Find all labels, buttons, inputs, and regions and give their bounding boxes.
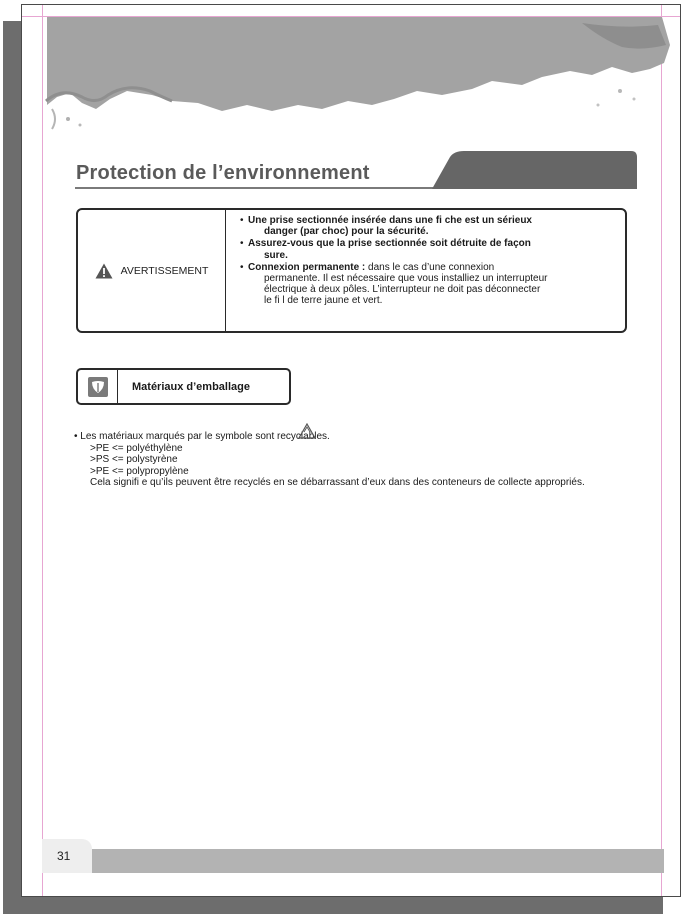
- warning-list: [226, 210, 625, 331]
- recycling-intro: • Les matériaux marqués par le symbole sont recyclables.: [74, 431, 330, 442]
- warning-item-text: sure.: [264, 249, 288, 261]
- warning-item-text: permanente. Il est nécessaire que vous installiez un interrupteur: [264, 273, 548, 285]
- title-tab-decoration: [432, 151, 637, 189]
- warning-item: [240, 238, 617, 260]
- warning-triangle-icon: [95, 263, 113, 279]
- material-pp: >PE <= polypropylène: [90, 465, 189, 477]
- warning-item-text: électrique à deux pôles. L’interrupteur ne doit pas déconnecter: [264, 284, 541, 296]
- warning-label-cell: [78, 210, 226, 331]
- warning-item-text: dans le cas d’une connexion: [365, 261, 495, 273]
- warning-item-text: danger (par choc) pour la sécurité.: [264, 226, 429, 238]
- warning-item-text: • Une prise sectionnée insérée dans une fi che est un sérieux: [248, 215, 532, 226]
- footer-bar: [42, 849, 664, 873]
- leaf-icon: [88, 377, 108, 397]
- warning-item-text: • Assurez-vous que la prise sectionnée soit détruite de façon: [248, 238, 531, 250]
- recycling-note: Cela signifi e qu’ils peuvent être recyclés en se débarrassant d’eux dans des conteneurs de collecte appropriés.: [90, 477, 585, 489]
- section-header-box: [76, 368, 291, 405]
- section-icon-cell: [78, 370, 118, 403]
- material-ps: >PS <= polystyrène: [90, 454, 178, 466]
- body-text: [74, 431, 664, 489]
- material-pe: >PE <= polyéthylène: [90, 442, 183, 454]
- section-title: Matériaux d’emballage: [132, 380, 250, 393]
- recycle-symbol-icon: [297, 423, 317, 439]
- warning-item: [240, 215, 617, 237]
- warning-item-text: le fi l de terre jaune et vert.: [264, 295, 383, 307]
- manual-page: [21, 4, 681, 897]
- warning-item: [240, 262, 617, 307]
- warning-item-lead: Connexion permanente :: [248, 261, 366, 273]
- page-title: Protection de l’environnement: [76, 162, 370, 184]
- warning-label: AVERTISSEMENT: [120, 264, 209, 277]
- page-number: 31: [57, 849, 71, 863]
- page-number-tab: [42, 839, 92, 873]
- warning-box: [76, 208, 627, 333]
- title-underline: [75, 187, 438, 189]
- header-ink-splash-art: [22, 5, 681, 155]
